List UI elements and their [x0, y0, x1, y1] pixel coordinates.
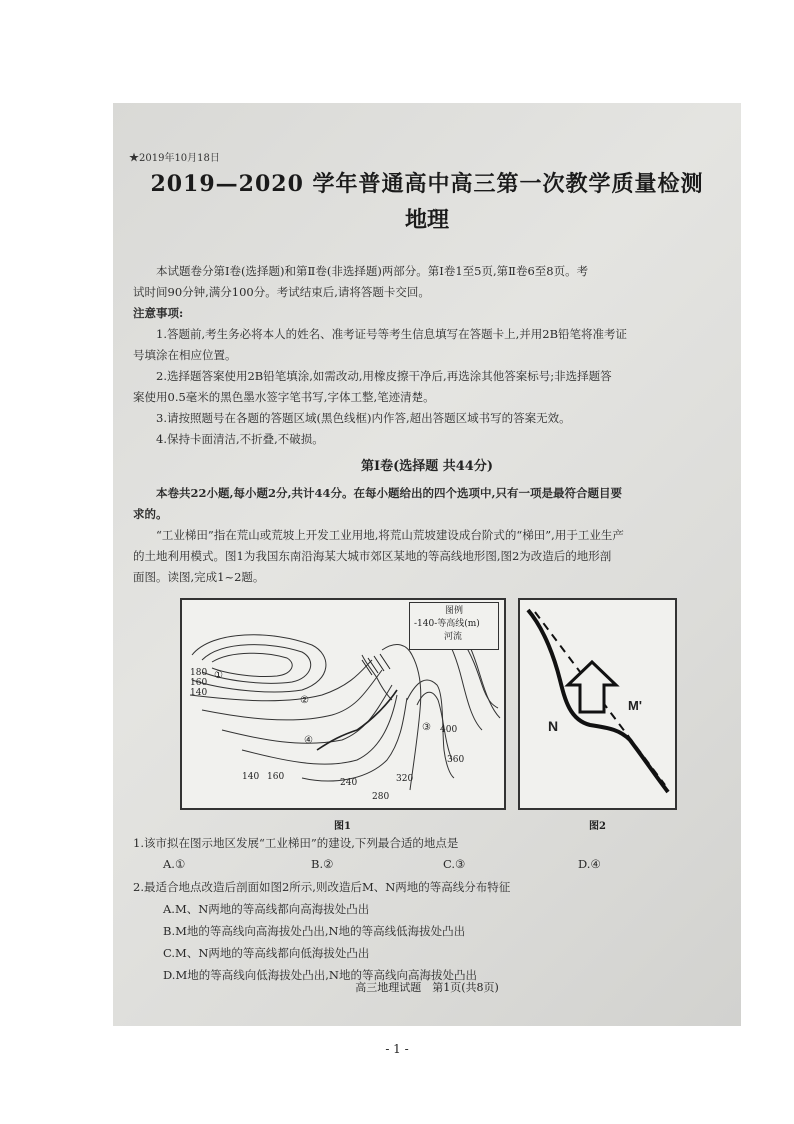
legend-contour: -140-等高线(m) [414, 619, 480, 629]
notice-heading: 注意事项: [133, 306, 184, 320]
site-marker-4: ④ [304, 735, 313, 746]
notice-item: 案使用0.5毫米的黑色墨水签字笔书写,字体工整,笔迹清楚。 [133, 390, 435, 404]
page-footer: 高三地理试题 第1页(共8页) [355, 981, 499, 994]
figure-2-profile [518, 598, 677, 810]
question-2-stem: 2.最适合地点改造后剖面如图2所示,则改造后M、N两地的等高线分布特征 [133, 880, 511, 894]
subject-title: 地理 [404, 207, 449, 233]
contour-label: 160 [190, 678, 208, 688]
notice-item: 3.请按照题号在各题的答题区域(黑色线框)内作答,超出答题区域书写的答案无效。 [156, 411, 571, 425]
intro-line-2: 试时间90分钟,满分100分。考试结束后,请将答题卡交回。 [133, 285, 430, 299]
notice-item: 4.保持卡面清洁,不折叠,不破损。 [156, 432, 324, 446]
label-n: N [548, 718, 559, 734]
question-1-option-c: C.③ [443, 857, 466, 871]
section-desc-1: 本卷共22小题,每小题2分,共计44分。在每小题给出的四个选项中,只有一项是最符合题目要 [156, 486, 623, 500]
passage-line-3: 面图。读图,完成1~2题。 [133, 570, 265, 584]
contour-label: 140 [190, 688, 208, 698]
notice-item: 1.答题前,考生务必将本人的姓名、准考证号等考生信息填写在答题卡上,并用2B铅笔将准考证 [156, 327, 628, 341]
intro-line-1: 本试题卷分第Ⅰ卷(选择题)和第Ⅱ卷(非选择题)两部分。第Ⅰ卷1至5页,第Ⅱ卷6至8页。考 [156, 264, 589, 278]
question-2-option-a: A.M、N两地的等高线都向高海拔处凸出 [163, 902, 370, 916]
question-1-option-b: B.② [311, 857, 334, 871]
notice-item: 号填涂在相应位置。 [133, 348, 237, 362]
contour-label: 160 [267, 772, 285, 782]
legend-title: 图例 [444, 606, 463, 616]
question-2-option-b: B.M地的等高线向高海拔处凸出,N地的等高线低海拔处凸出 [163, 924, 466, 938]
scanned-page [113, 103, 741, 1026]
page-number: - 1 - [385, 1042, 409, 1056]
exam-date: ★2019年10月18日 [129, 153, 220, 164]
question-1-option-d: D.④ [578, 857, 601, 871]
figure-1-caption: 图1 [334, 821, 351, 832]
contour-label: 320 [396, 774, 414, 784]
question-2-option-d: D.M地的等高线向低海拔处凸出,N地的等高线向高海拔处凸出 [163, 968, 477, 982]
contour-label: 140 [242, 772, 260, 782]
exam-title: 2019—2020 学年普通高中高三第一次教学质量检测 [150, 171, 704, 197]
section-desc-2: 求的。 [133, 507, 168, 521]
contour-label: 280 [372, 792, 390, 802]
passage-line-1: “工业梯田”指在荒山或荒坡上开发工业用地,将荒山荒坡建设成台阶式的“梯田”,用于工业生产 [156, 528, 624, 542]
question-2-option-c: C.M、N两地的等高线都向低海拔处凸出 [163, 946, 370, 960]
map-legend [409, 602, 499, 650]
contour-label: 400 [440, 725, 458, 735]
contour-labels-left [190, 668, 207, 698]
legend-river: 河流 [444, 632, 463, 642]
label-m: M' [628, 698, 642, 713]
section-title: 第Ⅰ卷(选择题 共44分) [361, 459, 493, 474]
figure-2-caption: 图2 [589, 821, 606, 832]
question-1-option-a: A.① [163, 857, 186, 871]
contour-label: 240 [340, 778, 358, 788]
site-marker-3: ③ [422, 722, 431, 733]
figure-1-contour-map [180, 598, 506, 810]
site-marker-1: ① [214, 670, 223, 681]
contour-label: 360 [447, 755, 465, 765]
question-1-stem: 1.该市拟在图示地区发展“工业梯田”的建设,下列最合适的地点是 [133, 836, 459, 850]
notice-item: 2.选择题答案使用2B铅笔填涂,如需改动,用橡皮擦干净后,再选涂其他答案标号;非选择题答 [156, 369, 612, 383]
site-marker-2: ② [300, 695, 309, 706]
passage-line-2: 的土地利用模式。图1为我国东南沿海某大城市郊区某地的等高线地形图,图2为改造后的地形剖 [133, 549, 612, 563]
profile-drawing [520, 600, 675, 808]
contour-label: 180 [190, 668, 208, 678]
